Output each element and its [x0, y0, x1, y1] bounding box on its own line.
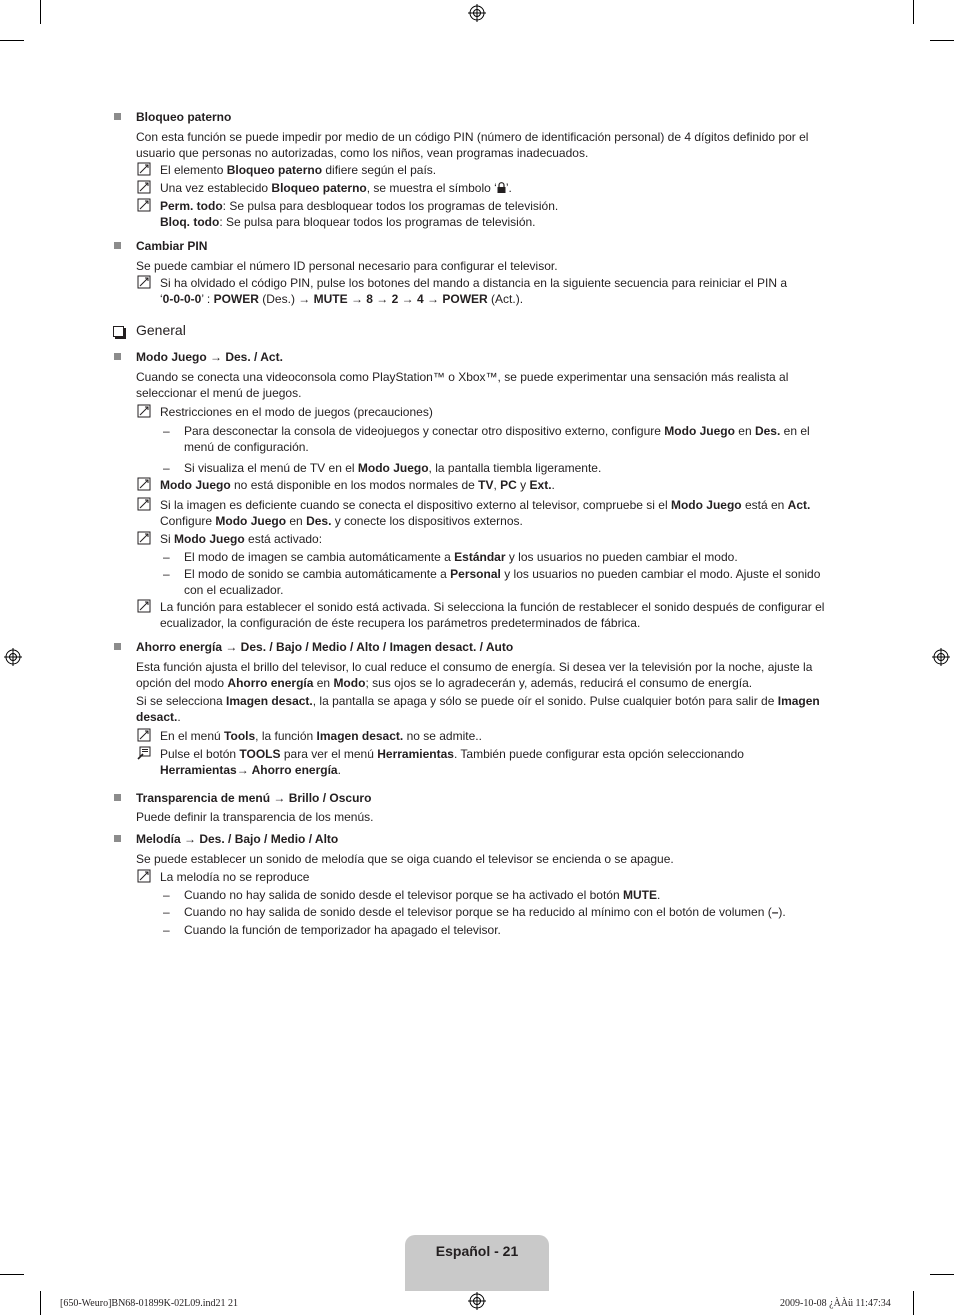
- note-text: La melodía no se reproduce: [160, 870, 310, 884]
- crop-mark: [913, 0, 914, 24]
- dash-bullet: –: [163, 461, 170, 475]
- dash-bullet: –: [163, 567, 170, 581]
- dash-item: El modo de imagen se cambia automáticamente a Estándar y los usuarios no pueden cambiar el modo.: [184, 550, 738, 564]
- tools-icon: [137, 746, 151, 760]
- crop-mark: [913, 1291, 914, 1315]
- section-title-general: General: [136, 322, 186, 338]
- note-icon: [137, 180, 151, 194]
- dash-item: Cuando no hay salida de sonido desde el televisor porque se ha reducido al mínimo con el botón de volumen (–).: [184, 905, 786, 919]
- heading-ahorro-energia: Ahorro energía → Des. / Bajo / Medio / Alto / Imagen desact. / Auto: [136, 640, 514, 654]
- paragraph: Esta función ajusta el brillo del televisor, lo cual reduce el consumo de energía. Si desea ver la televisión por la noche, ajuste la opción del modo Ahorro energía en Modo; sus ojos se lo agradecerán y, además, reducirá el consumo de energía.: [136, 660, 813, 690]
- bullet-square-icon: [114, 113, 121, 120]
- note-icon: [137, 477, 151, 491]
- note-icon: [137, 869, 151, 883]
- note-icon: [137, 162, 151, 176]
- note-icon: [137, 497, 151, 511]
- lock-icon: [497, 182, 506, 193]
- heading-modo-juego: Modo Juego → Des. / Act.: [136, 350, 283, 364]
- note-text: Si ha olvidado el código PIN, pulse los botones del mando a distancia en la siguiente secuencia para reiniciar el PIN a ‘0-0-0-0’ : POWER (Des.) → MUTE → 8 → 2 → 4 → POWER (Act.).: [160, 276, 788, 306]
- paragraph: Con esta función se puede impedir por medio de un código PIN (número de identificación personal) de 4 dígitos definido por el usuario que personas no autorizadas, como los niños, vean programas inadecuados.: [136, 130, 809, 160]
- note-icon: [137, 198, 151, 212]
- heading-melodia: Melodía → Des. / Bajo / Medio / Alto: [136, 832, 339, 846]
- note-text: Si la imagen es deficiente cuando se conecta el dispositivo externo al televisor, compruebe si el Modo Juego está en Act. Configure Modo Juego en Des. y conecte los dispositivos externos.: [160, 498, 811, 528]
- crop-mark: [930, 1274, 954, 1275]
- registration-mark-icon: [932, 648, 950, 666]
- note-text: Pulse el botón TOOLS para ver el menú Herramientas. También puede configurar esta opción seleccionando Herramientas→ Ahorro energía.: [160, 747, 744, 777]
- print-slug-left: [650-Weuro]BN68-01899K-02L09.ind21 21: [60, 1298, 239, 1309]
- dash-bullet: –: [163, 923, 170, 937]
- crop-mark: [40, 1291, 41, 1315]
- dash-bullet: –: [163, 424, 170, 438]
- registration-mark-icon: [468, 1292, 486, 1310]
- print-slug-right: 2009-10-08 ¿ÀÀü 11:47:34: [780, 1298, 891, 1309]
- page-number: Español - 21: [435, 1243, 519, 1259]
- dash-bullet: –: [163, 905, 170, 919]
- bullet-square-icon: [114, 643, 121, 650]
- dash-bullet: –: [163, 550, 170, 564]
- paragraph: Se puede establecer un sonido de melodía que se oiga cuando el televisor se encienda o se apague.: [136, 852, 674, 866]
- heading-cambiar-pin: Cambiar PIN: [136, 239, 208, 253]
- paragraph: Si se selecciona Imagen desact., la pantalla se apaga y sólo se puede oír el sonido. Pulse cualquier botón para salir de Imagen desact..: [136, 694, 820, 724]
- note-icon: [137, 404, 151, 418]
- note-text: En el menú Tools, la función Imagen desact. no se admite..: [160, 729, 482, 743]
- note-icon: [137, 531, 151, 545]
- paragraph: Cuando se conecta una videoconsola como PlayStation™ o Xbox™, se puede experimentar una sensación más realista al seleccionar el menú de juegos.: [136, 370, 789, 400]
- heading-bloqueo-paterno: Bloqueo paterno: [136, 110, 232, 124]
- section-checkbox-icon: [113, 326, 124, 337]
- dash-item: El modo de sonido se cambia automáticamente a Personal y los usuarios no pueden cambiar el modo. Ajuste el sonido con el ecualizador.: [184, 567, 821, 597]
- crop-mark: [0, 40, 24, 41]
- bullet-square-icon: [114, 242, 121, 249]
- note-icon: [137, 599, 151, 613]
- note-text: Si Modo Juego está activado:: [160, 532, 323, 546]
- bullet-square-icon: [114, 835, 121, 842]
- dash-item: Cuando no hay salida de sonido desde el televisor porque se ha activado el botón MUTE.: [184, 888, 661, 902]
- heading-transparencia: Transparencia de menú → Brillo / Oscuro: [136, 791, 372, 805]
- dash-item: Cuando la función de temporizador ha apagado el televisor.: [184, 923, 501, 937]
- note-text: Perm. todo: Se pulsa para desbloquear todos los programas de televisión. Bloq. todo: Se pulsa para bloquear todos los programas de televisión.: [160, 199, 559, 229]
- note-text: La función para establecer el sonido está activada. Si selecciona la función de restablecer el sonido después de configurar el ecualizador, la configuración de éste recupera los parámetros predeterminados de fábrica.: [160, 600, 825, 630]
- note-icon: [137, 275, 151, 289]
- crop-mark: [40, 0, 41, 24]
- registration-mark-icon: [4, 648, 22, 666]
- note-icon: [137, 728, 151, 742]
- paragraph: Se puede cambiar el número ID personal necesario para configurar el televisor.: [136, 259, 558, 273]
- bullet-square-icon: [114, 353, 121, 360]
- crop-mark: [930, 40, 954, 41]
- paragraph: Puede definir la transparencia de los menús.: [136, 810, 374, 824]
- note-text: Una vez establecido Bloqueo paterno, se muestra el símbolo ‘ ’.: [160, 181, 512, 195]
- dash-item: Para desconectar la consola de videojuegos y conectar otro dispositivo externo, configure Modo Juego en Des. en el menú de configuración.: [184, 424, 810, 454]
- bullet-square-icon: [114, 794, 121, 801]
- note-text: El elemento Bloqueo paterno difiere según el país.: [160, 163, 437, 177]
- note-text: Modo Juego no está disponible en los modos normales de TV, PC y Ext..: [160, 478, 555, 492]
- crop-mark: [0, 1274, 24, 1275]
- note-text: Restricciones en el modo de juegos (precauciones): [160, 405, 433, 419]
- dash-item: Si visualiza el menú de TV en el Modo Juego, la pantalla tiembla ligeramente.: [184, 461, 602, 475]
- registration-mark-icon: [468, 4, 486, 22]
- dash-bullet: –: [163, 888, 170, 902]
